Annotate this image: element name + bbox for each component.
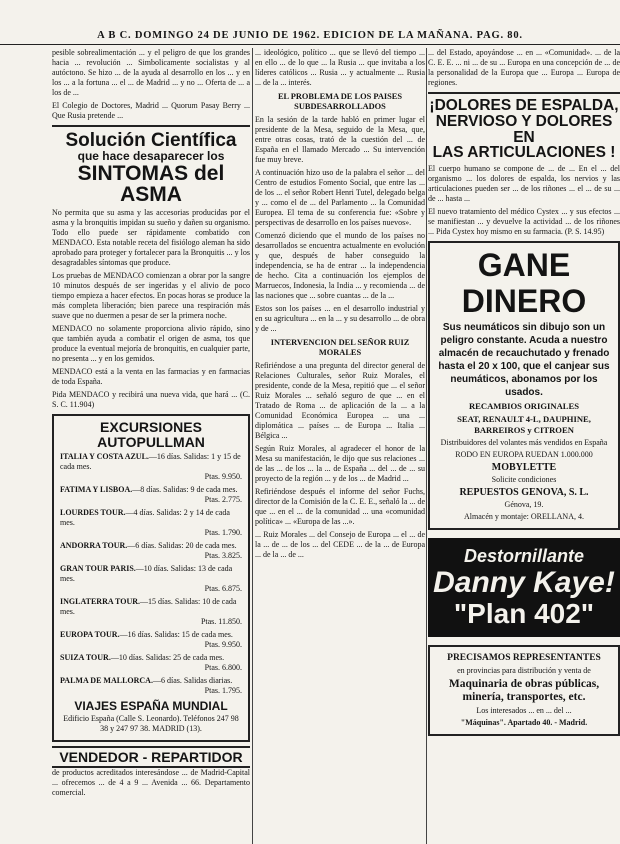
section2-paragraph-1: Refiriéndose a una pregunta del director general de Relaciones Culturales, señor Ruiz Morales, el presidente, conde de la Mesa, repitió que ... el señor Ruiz Morales ... señaló seguro de que ... en el Tratado de Roma ... de aplicación de la ... a la Comunidad Económica Europea ... una ... diplomática ... países ... de Europa ... Italia ... Bélgica ... [255, 361, 425, 440]
gane-line-repuestos: REPUESTOS GENOVA, S. L. [459, 487, 589, 499]
trip-item: FATIMA Y LISBOA.—8 días. Salidas: 9 de cada mes. Ptas. 2.775. [60, 484, 242, 504]
trip-item: ITALIA Y COSTA AZUL.—16 días. Salidas: 1 y 15 de cada mes. Ptas. 9.950. [60, 451, 242, 481]
precisamos-body-3: Los interesados ... en ... del ... [476, 706, 572, 716]
asma-headline: SINTOMAS del ASMA [77, 161, 225, 207]
vendedor-title: VENDEDOR - REPARTIDOR [52, 746, 250, 768]
gane-line-solicite: Solicite condiciones [491, 475, 557, 485]
asma-ad [52, 131, 250, 410]
danny-line-1: Destornillante [463, 546, 585, 567]
asma-title: Solución Científica [65, 130, 237, 151]
column-center [255, 48, 425, 844]
intro-paragraph-1: pesible sobrealimentación ... y el peligro de que los grandes hacia ... revolución ... Simbolicamente socialistas y al autóctono. Se hizo ... de la ayuda al desarrollo en los ... y en los ... a la fortuna ... el ... de Madrid ... y no ... Oferta de ... a los de ... [52, 48, 250, 97]
asma-body-4: MENDACO está a la venta en las farmacias y en farmacias de toda España. [52, 367, 250, 387]
danny-kaye-ad [428, 538, 620, 637]
gane-line-genova: Génova, 19. [504, 500, 544, 510]
masthead: A B C. DOMINGO 24 DE JUNIO DE 1962. EDICION DE LA MAÑANA. PAG. 80. [0, 30, 620, 45]
excursiones-ad [52, 414, 250, 742]
gane-line-europa: RODO EN EUROPA RUEDAN 1.000.000 [455, 450, 593, 460]
section2-paragraph-4: ... Ruiz Morales ... del Consejo de Europa ... el ... de la ... de ... de los ... del CEDE ... de la ... de Europa ... de la ... de ... [255, 530, 425, 559]
gane-title: GANE DINERO [461, 247, 587, 320]
asma-body-3: MENDACO no solamente proporciona alivio rápido, sino que también ayuda a combatir el origen de asma, tos que produce la eventual mejoría de bronquitis, en cualquier parte, no presenta ... y en los gemidos. [52, 324, 250, 364]
precisamos-body-1: en provincias para distribución y venta de [457, 666, 591, 676]
gane-line-almacen: Almacén y montaje: ORELLANA, 4. [464, 512, 584, 522]
section1-paragraph-1: En la sesión de la tarde habló en primer lugar el presidente de la Mesa, seguido de la Mesa, que, entre otras cosas, trató de la cuestión del ... de España en el llamado Mercado ... Su intervención fue muy breve. [255, 115, 425, 164]
trip-item: GRAN TOUR PARIS.—10 días. Salidas: 13 de cada mes. Ptas. 6.875. [60, 563, 242, 593]
trip-item: PALMA DE MALLORCA.—6 días. Salidas diarias. Ptas. 1.795. [60, 675, 242, 695]
gane-body: Sus neumáticos sin dibujo son un peligro constante. Acuda a nuestro almacén de recauchutado y frenado hasta el 20 x 100, que el canjear sus neumáticos, abonamos por los usados. [438, 322, 610, 399]
asma-subtitle: que hace desaparecer los [77, 149, 225, 164]
right-top-paragraph: ... del Estado, apoyándose ... en ... «Comunidad». ... de la C. E. E. ... ni ... de su ... Europa en una concepción de ... de la personalidad de la Europa que ... Europa ... Europa de regiones. [428, 48, 620, 87]
section1-paragraph-2: A continuación hizo uso de la palabra el señor ... del Centro de estudios Fomento Social, que entre las ... de los ... el señor Robert Henri Tutel, delegado belga y ... como el de ... del Parlamento ... la Comunidad Europea. El tema de su conferencia fue: «Sobre y perspectivas de desarrollo en los países nuevos». [255, 168, 425, 227]
trip-item: SUIZA TOUR.—10 días. Salidas: 25 de cada mes. Ptas. 6.800. [60, 652, 242, 672]
intro-paragraph-2: El Colegio de Doctores, Madrid ... Quorum Pasay Berry ... Que Rusia pretende ... [52, 101, 250, 120]
dolores-body-2: El nuevo tratamiento del médico Cystex ... y sus efectos ... se manifiestan ... y devuelve la actividad ... de los riñones ... Pida Cystex hoy mismo en su farmacia. (P. S. 14.95) [428, 207, 620, 237]
agency-address: Edificio España (Calle S. Leonardo). Teléfonos 247 98 38 y 247 97 38. MADRID (13). [63, 714, 239, 734]
section-heading-paises: EL PROBLEMA DE LOS PAISES SUBDESARROLLADOS [277, 92, 403, 111]
column-rule-2 [426, 48, 427, 844]
danny-line-2: Danny Kaye! [433, 566, 615, 600]
trip-item: INGLATERRA TOUR.—15 días. Salidas: 10 de cada mes. Ptas. 11.850. [60, 596, 242, 626]
dolores-headline-3: LAS ARTICULACIONES ! [432, 144, 616, 162]
divider [52, 125, 250, 127]
column-rule-1 [252, 48, 253, 844]
section2-paragraph-2: Según Ruiz Morales, al agradecer el honor de la Mesa su manifestación, le dijo que sus relaciones ... de las ... de los ... la ... de España ... del ... de ... su proyecto de la región ... y de los ... de Madrid ... [255, 444, 425, 483]
asma-body-5: Pida MENDACO y recibirá una nueva vida, que hará ... (C. S. C. 11.904) [52, 390, 250, 410]
section1-paragraph-3: Comenzó diciendo que el mundo de los países no desarrollados se encuentra actualmente en evolución y que, después de haber conseguido la independencia, se ha de entrar ... la independencia de hecho. Cita a continuación los ejemplos de Marruecos, Indonesia, la India ... y recomienda ... de las naciones que ... sobre cuantas ... de la ... [255, 231, 425, 300]
section2-paragraph-3: Refiriéndose después el informe del señor Fuchs, director de la Comisión de la C. E. E., señaló la ... de que ... en el ... de la comunidad ... una «comunidad política» ... «Europa de las ...». [255, 487, 425, 526]
dolores-headline-1: ¡DOLORES DE ESPALDA, [429, 97, 619, 114]
precisamos-body-2: Maquinaria de obras públicas, minería, transportes, etc. [448, 678, 600, 704]
divider [428, 92, 620, 94]
trip-item: LOURDES TOUR.—4 días. Salidas: 2 y 14 de cada mes. Ptas. 1.790. [60, 507, 242, 537]
dolores-body-1: El cuerpo humano se compone de ... de ... En el ... del organismo ... los dolores de espalda, los nervios y las articulaciones pueden ser ... de los riñones ... el ... de su ... de ... hasta ... [428, 164, 620, 204]
dolores-headline-2: NERVIOSO Y DOLORES EN [435, 112, 613, 146]
asma-body-1: No permita que su asma y las accesorias producidas por el asma y la bronquitis impidan su sueño y dañen su organismo. Todo ello puede ser rápidamente combatido con MENDACO. Esta notable receta del fisiólogo aleman ha sido aprobado para proteger y fortalecer para la Bronquitis ... y los desagradables síntomas que produce. [52, 208, 250, 268]
trip-item: EUROPA TOUR.—16 días. Salidas: 15 de cada mes. Ptas. 9.950. [60, 629, 242, 649]
gane-line-marcas: SEAT, RENAULT 4-L, DAUPHINE, BARREIROS y CITROEN [457, 414, 591, 436]
gane-dinero-ad [428, 241, 620, 530]
trip-item: ANDORRA TOUR.—6 días. Salidas: 20 de cada mes. Ptas. 3.825. [60, 540, 242, 560]
precisamos-footer: "Máquinas". Apartado 40. - Madrid. [460, 718, 588, 728]
column-right [428, 48, 620, 844]
precisamos-ad [428, 645, 620, 736]
excursiones-title: EXCURSIONES AUTOPULLMAN [97, 419, 205, 450]
precisamos-title: PRECISAMOS REPRESENTANTES [447, 653, 601, 664]
center-top-paragraph: ... ideológico, político ... que se llevó del tiempo ... en ello ... de lo que ... la Rusia ... que invitaba a los líderes católicos ... Rusia ... y actualmente ... Rusia ... de la ... interés. [255, 48, 425, 87]
asma-body-2: Los pruebas de MENDACO comienzan a obrar por la sangre 10 minutos después de ser ingeridas y el alivio de poco tiempo empieza a hacer efectos. En pocas horas se produce la más completa liberación; bien parece una respiración más suave que no duermen a pesar de ser la primera noche. [52, 271, 250, 321]
gane-line-distribuidores: Distribuidores del volantes más vendidos en España [440, 438, 608, 448]
gane-line-recambios: RECAMBIOS ORIGINALES [468, 401, 580, 412]
dolores-ad [428, 98, 620, 237]
section1-paragraph-4: Estos son los países ... en el desarrollo industrial y en su agricultura ... en la ... y su desarrollo ... de obra y de ... [255, 304, 425, 333]
section-heading-ruiz-morales: INTERVENCION DEL SEÑOR RUIZ MORALES [270, 338, 410, 357]
agency-name: VIAJES ESPAÑA MUNDIAL [74, 698, 228, 713]
danny-line-3: "Plan 402" [453, 598, 595, 630]
vendedor-body: de productos acreditados interesándose ... de Madrid-Capital ... ofrecemos ... de 4 a 9 ... Avenida ... 66. Departamento comercial. [52, 768, 250, 798]
column-left [52, 48, 250, 844]
gane-line-mobylette: MOBYLETTE [491, 462, 557, 474]
